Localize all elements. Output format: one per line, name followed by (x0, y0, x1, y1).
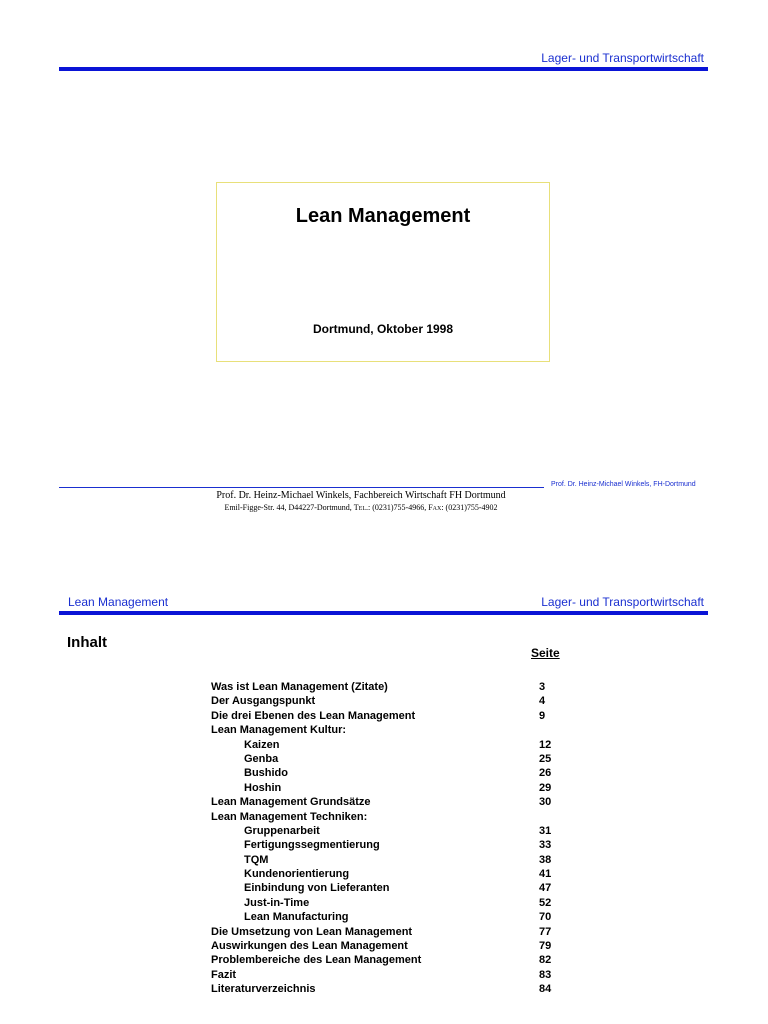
footer-fax-label: Fax (428, 503, 442, 512)
slide1-header-rule (59, 67, 708, 71)
toc-entry-page: 52 (539, 896, 552, 909)
toc-row (211, 968, 581, 982)
toc-entry-page: 30 (539, 796, 552, 809)
toc-entry-label: Lean Management Techniken: (211, 810, 368, 823)
toc-entry-label: Just-in-Time (244, 896, 310, 909)
toc-entry-label: Die drei Ebenen des Lean Management (211, 709, 416, 722)
toc-row (211, 723, 581, 737)
toc-entry-page: 33 (539, 839, 552, 852)
toc-row (211, 896, 581, 910)
toc-entry-page: 3 (539, 681, 546, 693)
page-title: Lean Management (295, 205, 471, 227)
slide2-header-right: Lager- und Transportwirtschaft (541, 595, 704, 609)
toc-entry-page: 12 (539, 738, 552, 751)
toc-entry-page: 79 (539, 940, 552, 953)
title-box (216, 182, 550, 362)
toc-entry-page: 31 (539, 824, 552, 837)
toc-entry-page: 38 (539, 853, 552, 866)
toc-entry-page: 4 (539, 695, 546, 708)
toc-entry-page: 29 (539, 781, 552, 794)
toc-entry-label: Fertigungssegmentierung (244, 839, 380, 852)
toc-entry-page: 70 (539, 911, 552, 924)
toc-row (211, 738, 581, 752)
toc-row (211, 766, 581, 780)
toc-entry-label: Kaizen (244, 738, 280, 751)
toc-entry-label: Lean Manufacturing (244, 911, 349, 924)
toc-row (211, 694, 581, 708)
footer-fax: : (0231)755-4902 (441, 503, 498, 512)
toc-row (211, 795, 581, 809)
toc-row (211, 853, 581, 867)
toc-entry-label: TQM (244, 853, 269, 866)
toc-row (211, 810, 581, 824)
toc-entry-label: Lean Management Grundsätze (211, 796, 371, 809)
toc-row (211, 982, 581, 996)
footer-address: Emil-Figge-Str. 44, D44227-Dortmund, (224, 503, 354, 512)
footer-tel-label: Tel. (353, 503, 368, 512)
slide1-header-right: Lager- und Transportwirtschaft (541, 51, 704, 65)
toc-row (211, 910, 581, 924)
toc-entry-label: Der Ausgangspunkt (211, 695, 316, 708)
toc-page-column-label: Seite (531, 646, 560, 660)
toc-entry-label: Auswirkungen des Lean Management (211, 940, 408, 953)
toc-row (211, 939, 581, 953)
toc-entry-label: Einbindung von Lieferanten (244, 882, 390, 895)
toc-row (211, 709, 581, 723)
toc-entry-page: 77 (539, 925, 552, 938)
toc-entry-page: 9 (539, 709, 546, 722)
toc-entry-page: 41 (539, 868, 552, 881)
page-subtitle: Dortmund, Oktober 1998 (312, 322, 454, 336)
toc-entry-label: Hoshin (244, 781, 282, 794)
toc-row (211, 925, 581, 939)
toc-row (211, 881, 581, 895)
toc-entry-page: 84 (539, 983, 552, 996)
toc-entry-page: 83 (539, 968, 552, 981)
toc-entry-label: Fazit (211, 968, 237, 981)
toc-entry-label: Bushido (244, 767, 288, 780)
toc-entry-label: Die Umsetzung von Lean Management (211, 925, 413, 938)
toc-entry-label: Lean Management Kultur: (211, 724, 347, 737)
footer-address-line2 (0, 503, 722, 512)
toc-entry-label: Was ist Lean Management (Zitate) (211, 681, 388, 693)
toc-entry-label: Gruppenarbeit (244, 824, 320, 837)
toc-entry-page: 82 (539, 954, 552, 967)
footer-tel: : (0231)755-4966, (367, 503, 429, 512)
toc-heading: Inhalt (67, 634, 107, 651)
slide2-header-left: Lean Management (68, 595, 169, 609)
footer-address-line1: Prof. Dr. Heinz-Michael Winkels, Fachbereich Wirtschaft FH Dortmund (216, 490, 506, 501)
toc-entry-page: 25 (539, 752, 552, 765)
toc-row (211, 781, 581, 795)
toc-entry-page: 26 (539, 767, 552, 780)
toc-entry-label: Problembereiche des Lean Management (211, 954, 422, 967)
toc-row (211, 824, 581, 838)
toc-entry-label: Genba (244, 752, 279, 765)
toc-row (211, 680, 581, 694)
toc-entry-label: Kundenorientierung (244, 868, 350, 881)
slide1-footer-rule (59, 487, 544, 488)
table-of-contents (211, 680, 581, 997)
toc-entry-label: Literaturverzeichnis (211, 983, 316, 996)
slide2-header-rule (59, 611, 708, 615)
toc-row (211, 953, 581, 967)
toc-entry-page: 47 (539, 882, 552, 895)
toc-row (211, 838, 581, 852)
footer-credit: Prof. Dr. Heinz-Michael Winkels, FH-Dortmund (551, 481, 696, 488)
toc-row (211, 752, 581, 766)
toc-row (211, 867, 581, 881)
